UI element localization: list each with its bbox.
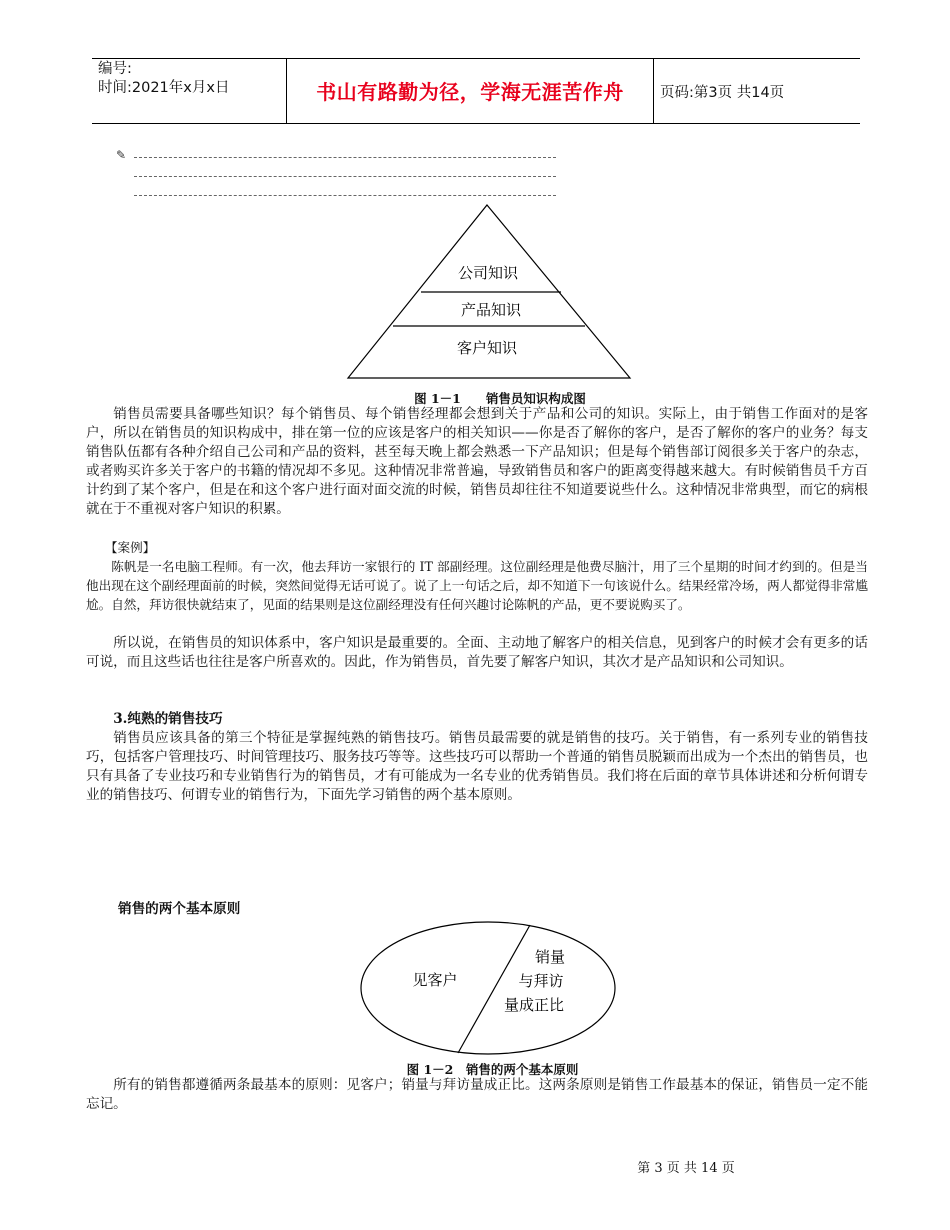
pyramid-level-customer: 客户知识 (456, 339, 518, 357)
case-block (86, 538, 868, 614)
principle-volume-line: 与拜访 (518, 972, 564, 990)
paragraph-knowledge (86, 405, 868, 519)
header-page-number: 页码:第3页 共14页 (660, 85, 785, 101)
ellipse-outline (361, 922, 615, 1054)
section-sales-skills (86, 710, 868, 805)
principles-title: 销售的两个基本原则 (118, 901, 241, 917)
paragraph-text: 销售员应该具备的第三个特征是掌握纯熟的销售技巧。销售员最需要的就是销售的技巧。关于销售，有一系列专业的销售技巧，包括客户管理技巧、时间管理技巧、服务技巧等等。这些技巧可以帮助一个普通的销售员脱颖而出成为一个杰出的销售员，也只有具备了专业技巧和专业销售行为的销售员，才有可能成为一名专业的优秀销售员。我们将在后面的章节具体讲述和分析何谓专业的销售技巧、何谓专业的销售行为，下面先学习销售的两个基本原则。 (86, 730, 868, 803)
pyramid-level-company: 公司知识 (457, 264, 519, 282)
principles-ellipse (358, 918, 618, 1058)
header-number: 编号: (98, 61, 132, 77)
header-divider-right (653, 58, 654, 124)
note-line (134, 157, 556, 158)
principle-meet-customer: 见客户 (412, 971, 458, 989)
footer-page-number: 第 3 页 共 14 页 (637, 1161, 735, 1176)
paragraph-text: 销售员需要具备哪些知识？每个销售员、每个销售经理都会想到关于产品和公司的知识。实际上，由于销售工作面对的是客户，所以在销售员的知识构成中，排在第一位的应该是客户的相关知识——你是否了解你的客户，是否了解你的客户的业务？每支销售队伍都有各种介绍自己公司和产品的资料，甚至每天晚上都会熟悉一下产品知识；但是每个销售部订阅很多关于客户的杂志，或者购买许多关于客户的书籍的情况却不多见。这种情况非常普遍，导致销售员和客户的距离变得越来越大。有时候销售员千方百计约到了某个客户，但是在和这个客户进行面对面交流的时候，销售员却往往不知道要说些什么。这种情况非常典型，而它的病根就在于不重视对客户知识的积累。 (86, 406, 868, 517)
paragraph-text: 所有的销售都遵循两条最基本的原则：见客户；销量与拜访量成正比。这两条原则是销售工作最基本的保证，销售员一定不能忘记。 (86, 1077, 868, 1112)
paragraph-conclusion (86, 634, 868, 672)
note-line (134, 176, 556, 177)
section-title: 3.纯熟的销售技巧 (113, 711, 223, 727)
header-meta (98, 60, 229, 98)
principle-volume-line: 量成正比 (503, 996, 565, 1014)
header-divider-left (286, 58, 287, 124)
header-motto: 书山有路勤为径，学海无涯苦作舟 (316, 80, 624, 104)
header-top-rule (92, 58, 860, 59)
paragraph-text: 所以说，在销售员的知识体系中，客户知识是最重要的。全面、主动地了解客户的相关信息，见到客户的时候才会有更多的话可说，而且这些话也往往是客户所喜欢的。因此，作为销售员，首先要了解客户知识，其次才是产品知识和公司知识。 (86, 635, 868, 670)
case-title: 【案例】 (104, 540, 156, 555)
header-date: 时间:2021年x月x日 (98, 80, 230, 96)
pencil-icon: ✎ (116, 148, 127, 162)
paragraph-principles (86, 1076, 868, 1114)
pyramid-level-product: 产品知识 (460, 301, 522, 319)
figure1-caption: 图 1－1 销售员知识构成图 (414, 391, 586, 406)
figure2-caption: 图 1－2 销售的两个基本原则 (406, 1062, 579, 1077)
header-bottom-rule (92, 123, 860, 124)
principle-volume-line: 销量 (534, 948, 566, 966)
knowledge-pyramid (340, 200, 640, 385)
case-text: 陈帆是一名电脑工程师。有一次，他去拜访一家银行的 IT 部副经理。这位副经理是他费尽脑汁，用了三个星期的时间才约到的。但是当他出现在这个副经理面前的时候，突然间觉得无话可说了。说了上一句话之后，却不知道下一句该说什么。结果经常冷场，两人都觉得非常尴尬。自然，拜访很快就结束了，见面的结果则是这位副经理没有任何兴趣讨论陈帆的产品，更不要说购买了。 (86, 559, 868, 612)
note-line (134, 195, 556, 196)
